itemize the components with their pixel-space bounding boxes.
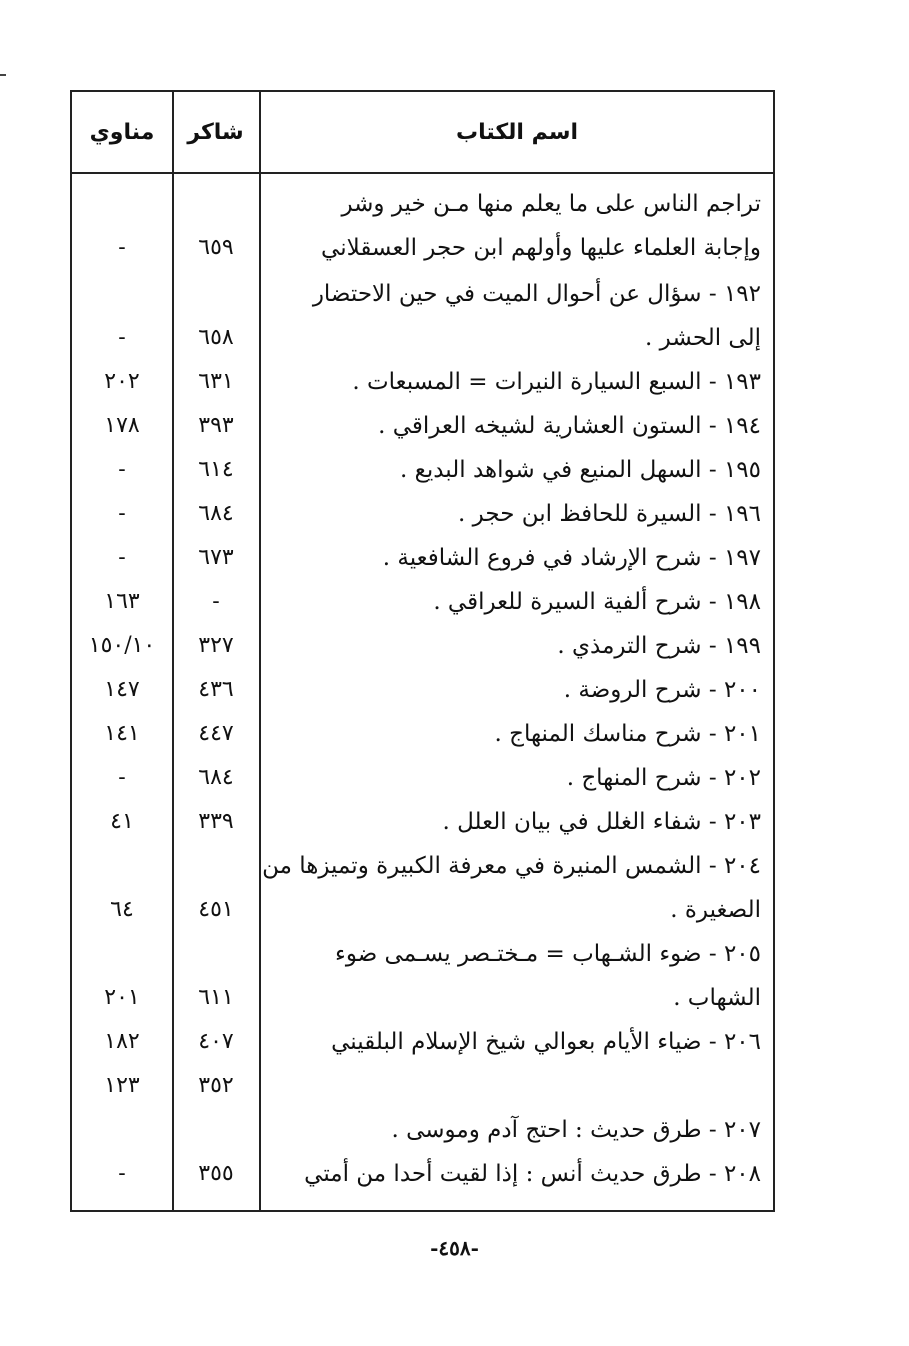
manawi-page-number: ٢٠٢ — [104, 369, 140, 394]
book-title-line: ٢٠٨ - طرق حديث أنس : إذا لقيت أحدا من أمتي — [304, 1161, 761, 1187]
margin-mark — [0, 74, 6, 76]
book-title-line: ٢٠٦ - ضياء الأيام بعوالي شيخ الإسلام البلقيني — [331, 1029, 761, 1055]
manawi-page-number: ١٤٧ — [104, 677, 140, 702]
manawi-page-number: - — [118, 325, 126, 350]
shakir-page-number: ٤٤٧ — [198, 721, 234, 746]
manawi-page-number: ٦٤ — [110, 897, 134, 922]
book-title-line: تراجم الناس على ما يعلم منها مـن خير وشر — [341, 191, 761, 217]
manawi-page-number: ١٦٣ — [104, 589, 140, 614]
shakir-page-number: ٣٥٢ — [198, 1073, 234, 1098]
manawi-page-number: ١٢٣ — [104, 1073, 140, 1098]
shakir-page-number: ٦٥٩ — [198, 235, 234, 260]
book-title-line: ١٩٥ - السهل المنيع في شواهد البديع . — [399, 457, 761, 483]
book-title-line: ١٩٤ - الستون العشارية لشيخه العراقي . — [378, 413, 761, 439]
manawi-page-number: - — [118, 457, 126, 482]
manawi-page-number: ٤١ — [110, 809, 134, 834]
header-divider — [72, 172, 773, 174]
book-title-line: ١٩٢ - سؤال عن أحوال الميت في حين الاحتضار — [312, 281, 761, 307]
shakir-page-number: ٤٠٧ — [198, 1029, 234, 1054]
book-title-line: ٢٠١ - شرح مناسك المنهاج . — [494, 721, 761, 747]
book-title-line: الصغيرة . — [670, 897, 761, 923]
header-shakir: شاكر — [187, 119, 244, 145]
book-title-line: ٢٠٥ - ضوء الشـهاب = مـختـصر يسـمى ضوء — [335, 941, 761, 967]
shakir-page-number: ٦٨٤ — [198, 501, 234, 526]
shakir-page-number: ٣٥٥ — [198, 1161, 234, 1186]
book-title-line: ٢٠٧ - طرق حديث : احتج آدم وموسى . — [391, 1117, 761, 1143]
book-title-line: ١٩٨ - شرح ألفية السيرة للعراقي . — [433, 589, 761, 615]
books-table — [70, 90, 775, 1212]
book-title-line: الشهاب . — [673, 985, 761, 1011]
book-title-line: ٢٠٢ - شرح المنهاج . — [566, 765, 761, 791]
shakir-page-number: - — [212, 589, 220, 614]
manawi-page-number: - — [118, 1161, 126, 1186]
shakir-page-number: ٤٥١ — [198, 897, 234, 922]
book-title-line: ١٩٣ - السبع السيارة النيرات = المسبعات . — [352, 369, 761, 395]
shakir-page-number: ٦٥٨ — [198, 325, 234, 350]
book-title-line: وإجابة العلماء عليها وأولهم ابن حجر العسقلاني — [321, 235, 761, 261]
manawi-page-number: - — [118, 235, 126, 260]
manawi-page-number: ١٥٠/١٠ — [88, 633, 156, 658]
manawi-page-number: - — [118, 501, 126, 526]
book-title-line: ١٩٦ - السيرة للحافظ ابن حجر . — [458, 501, 761, 527]
manawi-page-number: ١٨٢ — [104, 1029, 140, 1054]
header-title: اسم الكتاب — [455, 119, 579, 145]
shakir-page-number: ٦٨٤ — [198, 765, 234, 790]
manawi-page-number: ٢٠١ — [104, 985, 140, 1010]
shakir-page-number: ٣٩٣ — [198, 413, 234, 438]
shakir-page-number: ٣٢٧ — [198, 633, 234, 658]
shakir-page-number: ٦١٤ — [198, 457, 234, 482]
shakir-page-number: ٤٣٦ — [198, 677, 234, 702]
book-title-line: ١٩٩ - شرح الترمذي . — [557, 633, 761, 659]
shakir-page-number: ٦٣١ — [198, 369, 234, 394]
manawi-page-number: ١٧٨ — [104, 413, 140, 438]
shakir-page-number: ٦١١ — [198, 985, 234, 1010]
shakir-page-number: ٣٣٩ — [198, 809, 234, 834]
header-manawi: مناوي — [89, 119, 155, 145]
book-title-line: ٢٠٤ - الشمس المنيرة في معرفة الكبيرة وتميزها من — [262, 853, 761, 879]
manawi-page-number: - — [118, 545, 126, 570]
shakir-page-number: ٦٧٣ — [198, 545, 234, 570]
book-title-line: ٢٠٠ - شرح الروضة . — [563, 677, 761, 703]
book-title-line: ٢٠٣ - شفاء الغلل في بيان العلل . — [442, 809, 761, 835]
book-title-line: إلى الحشر . — [645, 325, 761, 351]
page-number: -٤٥٨- — [430, 1236, 479, 1260]
manawi-page-number: ١٤١ — [104, 721, 140, 746]
manawi-page-number: - — [118, 765, 126, 790]
book-title-line: ١٩٧ - شرح الإرشاد في فروع الشافعية . — [382, 545, 761, 571]
